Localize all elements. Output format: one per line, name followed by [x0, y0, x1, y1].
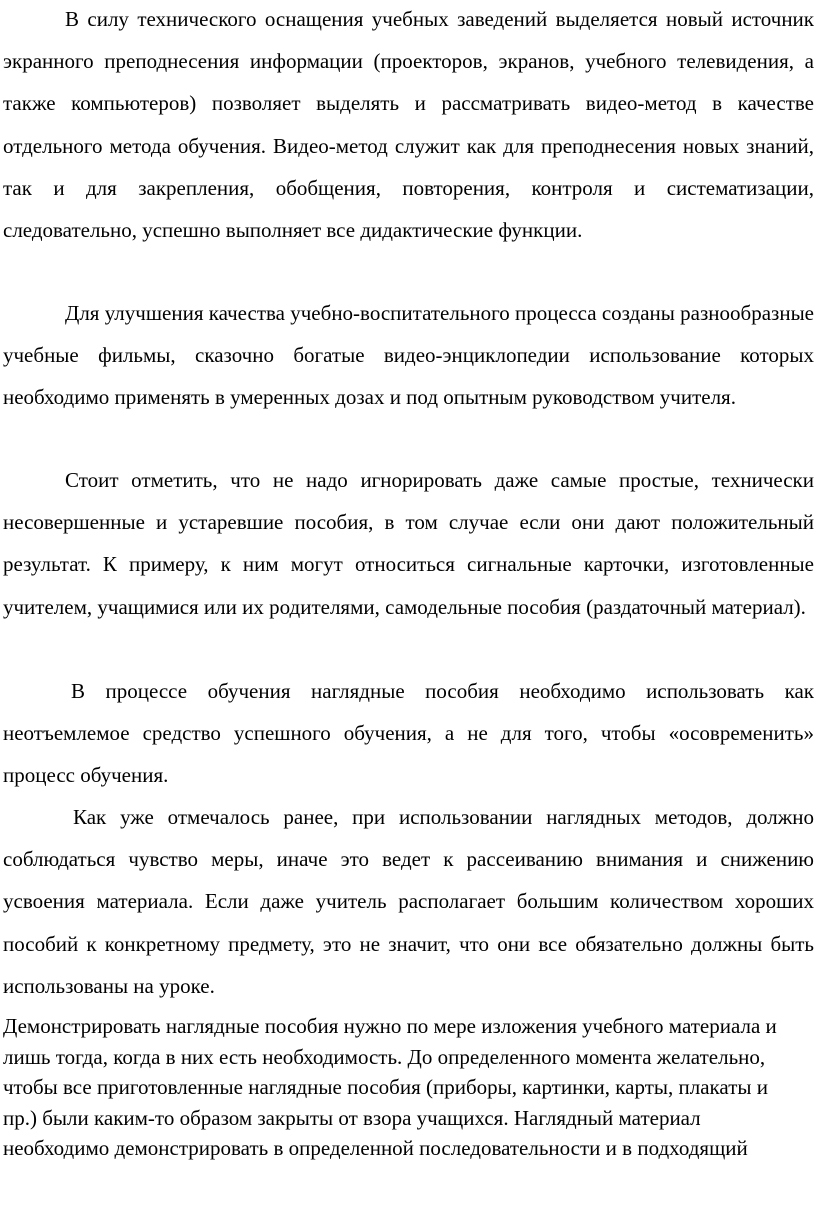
- paragraph-educational-films: Для улучшения качества учебно-воспитательного процесса созданы разнообразные учебные фильмы, сказочно богатые видео-энциклопедии использование которых необходимо применять в умеренных дозах и под опытным руководством учителя.: [3, 301, 814, 410]
- paragraph-visual-aids-purpose: В процессе обучения наглядные пособия необходимо использовать как неотъемлемое средство успешного обучения, а не для того, чтобы «осовременить» процесс обучения.: [3, 679, 814, 788]
- paragraph-simple-aids: Стоит отметить, что не надо игнорировать даже самые простые, технически несовершенные и устаревшие пособия, в том случае если они дают положительный результат. К примеру, к ним могут относиться сигнальные карточки, изготовленные учителем, учащимися или их родителями, самодельные пособия (раздаточный материал).: [3, 468, 814, 619]
- paragraph-demonstration: Демонстрировать наглядные пособия нужно по мере изложения учебного материала и лишь тогда, когда в них есть необходимость. До определенного момента желательно, чтобы все приготовленные наглядные пособия (приборы, картинки, карты, плакаты и пр.) были каким-то образом закрыты от взора учащихся. Наглядный материал необходимо демонстрировать в определенной последовательности и в подходящий: [3, 1014, 777, 1161]
- paragraph-sense-of-measure: Как уже отмечалось ранее, при использовании наглядных методов, должно соблюдаться чувство меры, иначе это ведет к рассеиванию внимания и снижению усвоения материала. Если даже учитель располагает большим количеством хороших пособий к конкретному предмету, это не значит, что они все обязательно должны быть использованы на уроке.: [3, 805, 814, 998]
- paragraph-video-method: В силу технического оснащения учебных заведений выделяется новый источник экранного преподнесения информации (проекторов, экранов, учебного телевидения, а также компьютеров) позволяет выделять и рассматривать видео-метод в качестве отдельного метода обучения. Видео-метод служит как для преподнесения новых знаний, так и для закрепления, обобщения, повторения, контроля и систематизации, следовательно, успешно выполняет все дидактические функции.: [3, 7, 814, 243]
